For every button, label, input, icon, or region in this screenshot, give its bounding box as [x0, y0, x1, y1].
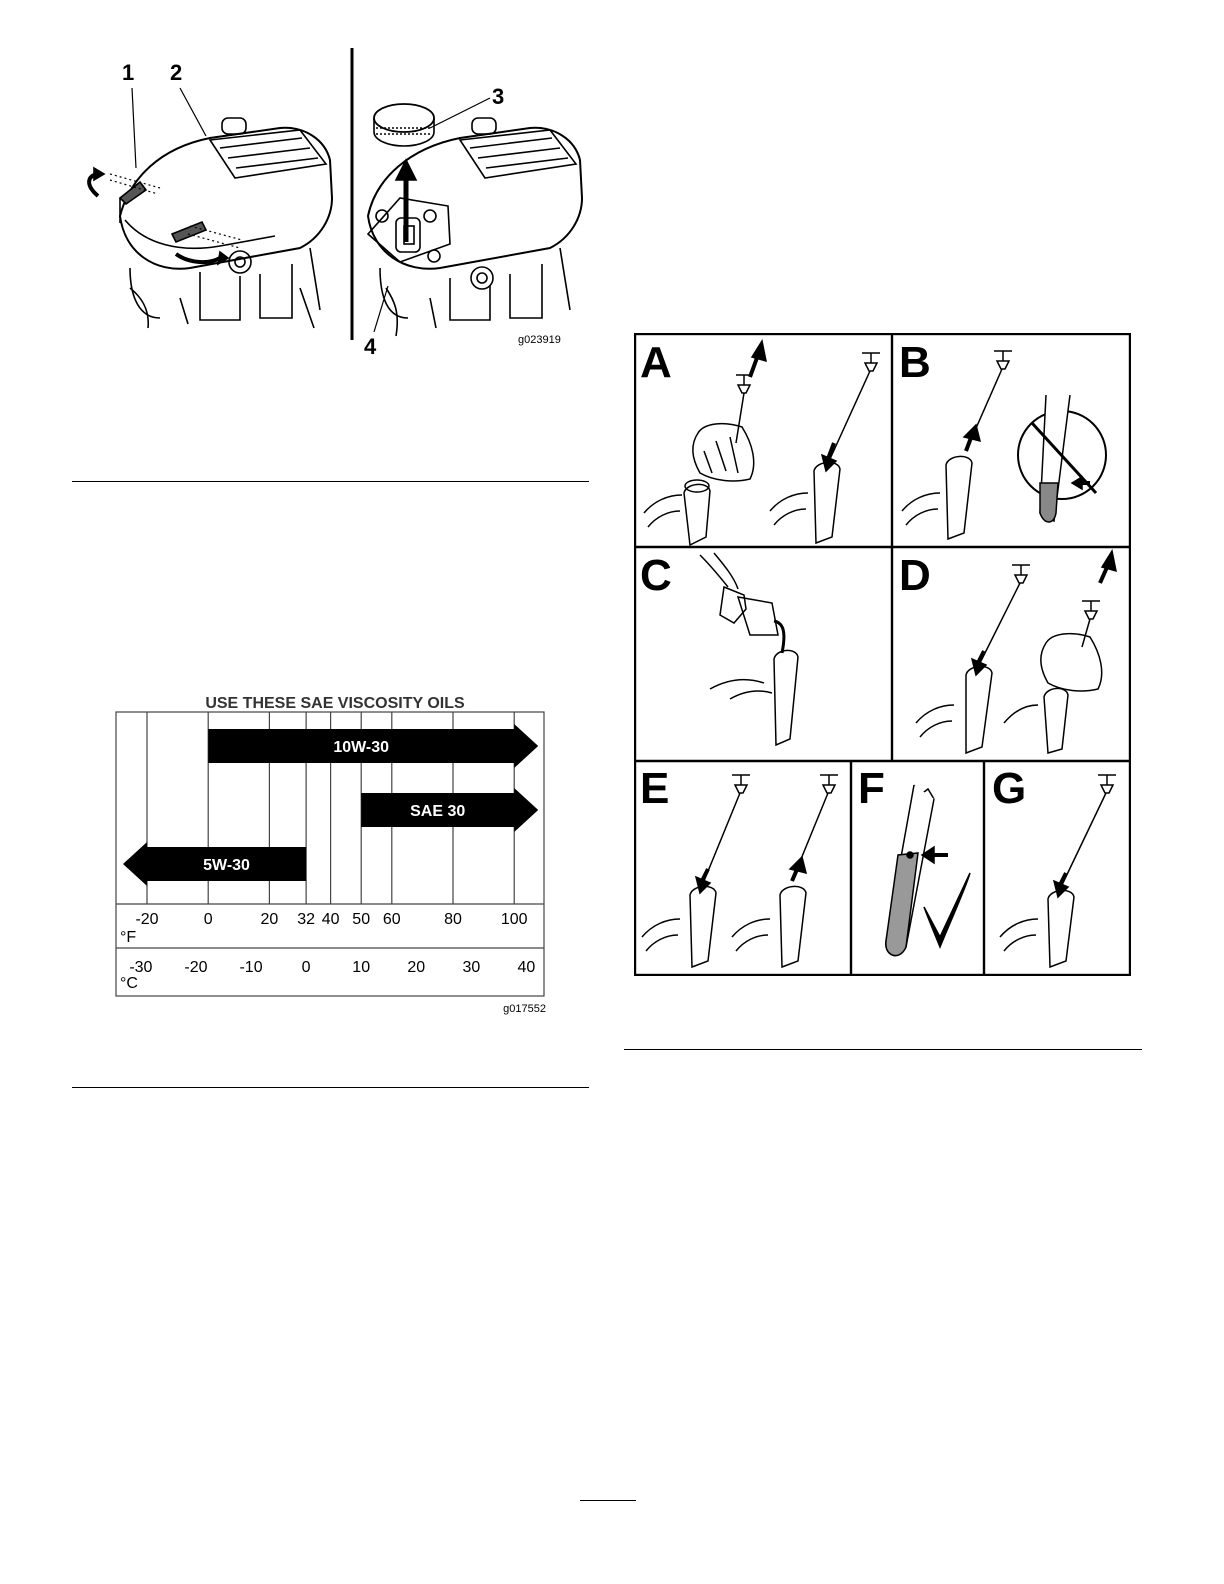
- bar-5w30-label: 5W-30: [203, 857, 250, 874]
- bar-sae30-label: SAE 30: [410, 803, 466, 820]
- engine-figure: [70, 48, 590, 368]
- fahrenheit-unit: °F: [120, 929, 137, 946]
- panel-e-drawing: [642, 775, 838, 967]
- figure-code: g017552: [503, 1003, 546, 1015]
- engine-illustration: [70, 48, 590, 368]
- section-divider-2: [72, 1087, 589, 1088]
- f-tick: 100: [500, 911, 528, 928]
- panel-a-drawing: [644, 341, 880, 545]
- callout-1: 1: [122, 60, 135, 85]
- f-tick: 0: [203, 911, 213, 928]
- c-tick: -30: [129, 959, 153, 976]
- bar-sae30: [361, 788, 538, 832]
- c-tick: 20: [407, 959, 426, 976]
- viscosity-chart-svg: [110, 690, 550, 1020]
- panel-label-e: E: [640, 764, 670, 813]
- f-tick: 20: [260, 911, 279, 928]
- panel-b-drawing: [902, 351, 1106, 539]
- callout-2: 2: [170, 60, 183, 85]
- f-tick: 40: [321, 911, 340, 928]
- f-tick: 32: [297, 911, 316, 928]
- bar-10w30-label: 10W-30: [333, 739, 390, 756]
- panel-d-drawing: [916, 551, 1116, 753]
- f-tick: 50: [352, 911, 371, 928]
- panel-label-b: B: [899, 338, 931, 387]
- f-tick: -20: [135, 911, 159, 928]
- callout-3: 3: [492, 84, 505, 109]
- dipstick-figure: [634, 333, 1131, 976]
- panel-label-f: F: [858, 764, 885, 813]
- c-tick: 30: [462, 959, 481, 976]
- dipstick-figure-svg: [634, 333, 1131, 976]
- figure-code: g023919: [518, 334, 561, 346]
- chart-title: USE THESE SAE VISCOSITY OILS: [205, 695, 465, 712]
- panel-label-a: A: [640, 338, 672, 387]
- bar-10w30: [208, 724, 538, 768]
- celsius-unit: °C: [120, 975, 138, 992]
- section-divider-1: [72, 481, 589, 482]
- c-tick: 40: [517, 959, 536, 976]
- f-tick: 80: [444, 911, 462, 928]
- page-footer-rule: [580, 1500, 636, 1501]
- f-tick: 60: [382, 911, 401, 928]
- c-tick: -20: [184, 959, 208, 976]
- viscosity-chart: [110, 690, 550, 1020]
- c-tick: 0: [301, 959, 311, 976]
- bar-5w30: [123, 842, 306, 886]
- left-engine-drawing: [89, 118, 332, 328]
- panel-label-d: D: [899, 551, 931, 600]
- panel-label-g: G: [992, 764, 1027, 813]
- c-tick: -10: [239, 959, 263, 976]
- section-divider-3: [624, 1049, 1142, 1050]
- panel-f-drawing: [886, 785, 970, 956]
- callout-4: 4: [364, 334, 377, 359]
- panel-label-c: C: [640, 551, 672, 600]
- panel-c-drawing: [700, 553, 798, 745]
- right-engine-drawing: [368, 104, 582, 336]
- c-tick: 10: [352, 959, 371, 976]
